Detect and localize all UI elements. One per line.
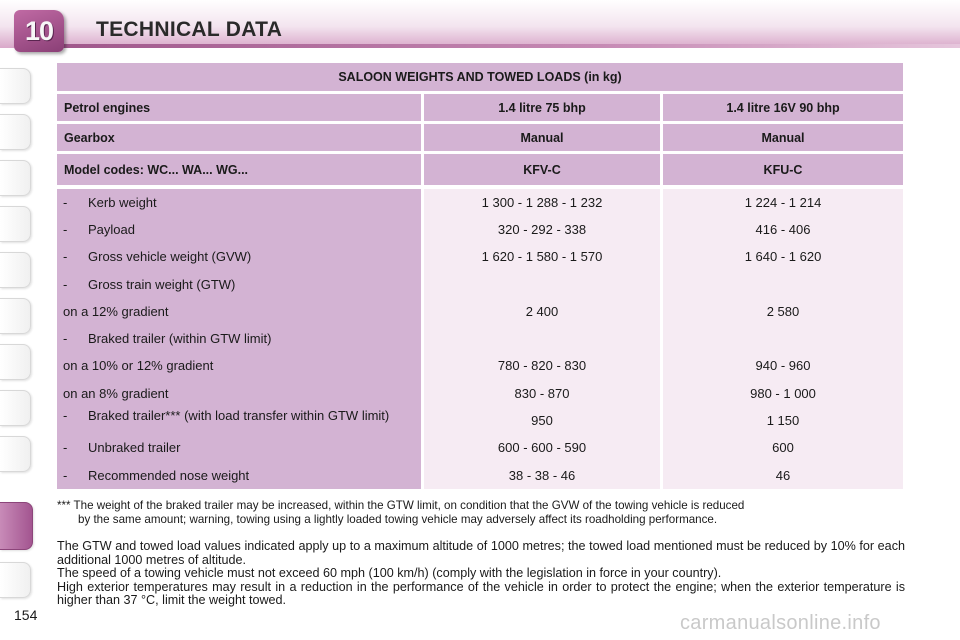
table-cell — [663, 271, 903, 298]
chapter-tab[interactable] — [0, 436, 31, 472]
weights-table — [57, 63, 903, 489]
table-cell: 600 - 600 - 590 — [497, 440, 587, 456]
chapter-tab[interactable] — [0, 390, 31, 426]
table-cell — [663, 325, 903, 352]
table-cell: 416 - 406 — [755, 221, 811, 237]
table-row-label: - Kerb weight — [63, 194, 157, 210]
gearbox-col2: Manual — [663, 124, 903, 151]
chapter-tab-rail — [0, 62, 36, 582]
table-cell: 1 224 - 1 214 — [744, 194, 822, 210]
table-cell: 1 620 - 1 580 - 1 570 — [481, 249, 603, 265]
table-cell: 1 640 - 1 620 — [744, 249, 822, 265]
footnote — [57, 499, 907, 526]
table-row-label: - Braked trailer (within GTW limit) — [63, 331, 272, 347]
label-column — [57, 189, 421, 489]
table-cell: 2 580 — [766, 303, 800, 319]
model-code-col1: KFV-C — [424, 154, 660, 185]
table-cell: 830 - 870 — [514, 385, 570, 401]
page-title: TECHNICAL DATA — [96, 18, 283, 41]
table-body — [57, 189, 903, 489]
gearbox-col1: Manual — [424, 124, 660, 151]
note-temperature: High exterior temperatures may result in a reduction in the performance of the vehicle in order to protect the engine; when the exterior temperature is higher than 37 °C, limit the weight towed. — [57, 579, 905, 608]
table-cell: 940 - 960 — [755, 358, 811, 374]
header-divider — [60, 44, 960, 48]
table-cell: 980 - 1 000 — [750, 385, 816, 401]
row-label-petrol-engines: Petrol engines — [57, 94, 421, 121]
chapter-tab[interactable] — [0, 344, 31, 380]
table-title: SALOON WEIGHTS AND TOWED LOADS (in kg) — [57, 63, 903, 91]
table-cell: 950 — [531, 413, 553, 429]
table-cell — [424, 325, 660, 352]
chapter-tab[interactable] — [0, 114, 31, 150]
chapter-tab-active[interactable] — [0, 502, 33, 550]
table-cell: 600 — [772, 440, 794, 456]
footnote-line-2: by the same amount; warning, towing using a lightly loaded towing vehicle may adversely affect its roadholding performance. — [78, 512, 718, 526]
note-speed: The speed of a towing vehicle must not exceed 60 mph (100 km/h) (comply with the legislation in force in your country). — [57, 566, 722, 581]
table-row-label: - Gross train weight (GTW) — [63, 276, 236, 292]
notes-paragraph — [57, 540, 905, 608]
model-code-col2: KFU-C — [663, 154, 903, 185]
engine-1-4-16v-90: 1.4 litre 16V 90 bhp — [663, 94, 903, 121]
table-cell: 1 150 — [766, 413, 800, 429]
values-column-1-4-16v-90 — [663, 189, 903, 489]
table-cell: 320 - 292 - 338 — [497, 221, 587, 237]
table-row-label: on a 10% or 12% gradient — [63, 358, 214, 374]
table-cell: 38 - 38 - 46 — [508, 467, 576, 483]
chapter-tab[interactable] — [0, 160, 31, 196]
engine-1-4-75: 1.4 litre 75 bhp — [424, 94, 660, 121]
row-label-gearbox: Gearbox — [57, 124, 421, 151]
chapter-tab[interactable] — [0, 562, 31, 598]
watermark: carmanualsonline.info — [680, 612, 881, 634]
chapter-tab[interactable] — [0, 298, 31, 334]
table-cell: 46 — [775, 467, 791, 483]
chapter-tab[interactable] — [0, 68, 31, 104]
table-row-label: on a 12% gradient — [63, 303, 169, 319]
table-row-label: - Recommended nose weight — [63, 467, 250, 483]
table-row-label: - Gross vehicle weight (GVW) — [63, 249, 252, 265]
row-label-model-codes: Model codes: WC... WA... WG... — [57, 154, 421, 185]
values-column-1-4-75 — [424, 189, 660, 489]
chapter-number-badge: 10 — [14, 10, 64, 52]
note-altitude: The GTW and towed load values indicated apply up to a maximum altitude of 1000 metres; the towed load mentioned must be reduced by 10% for each additional 1000 metres of altitude. — [57, 539, 905, 567]
chapter-tab[interactable] — [0, 252, 31, 288]
table-cell — [424, 271, 660, 298]
page-number: 154 — [14, 607, 38, 623]
table-cell: 780 - 820 - 830 — [497, 358, 587, 374]
table-row-label: - Payload — [63, 221, 135, 237]
table-row-label: on an 8% gradient — [63, 385, 169, 401]
table-row-label: - Braked trailer*** (with load transfer within GTW limit) — [63, 408, 390, 424]
table-row-label: - Unbraked trailer — [63, 440, 181, 456]
table-cell: 1 300 - 1 288 - 1 232 — [481, 194, 603, 210]
chapter-tab[interactable] — [0, 206, 31, 242]
table-cell: 2 400 — [525, 303, 559, 319]
footnote-line-1: *** The weight of the braked trailer may be increased, within the GTW limit, on condition that the GVW of the towing vehicle is reduced — [57, 499, 745, 512]
